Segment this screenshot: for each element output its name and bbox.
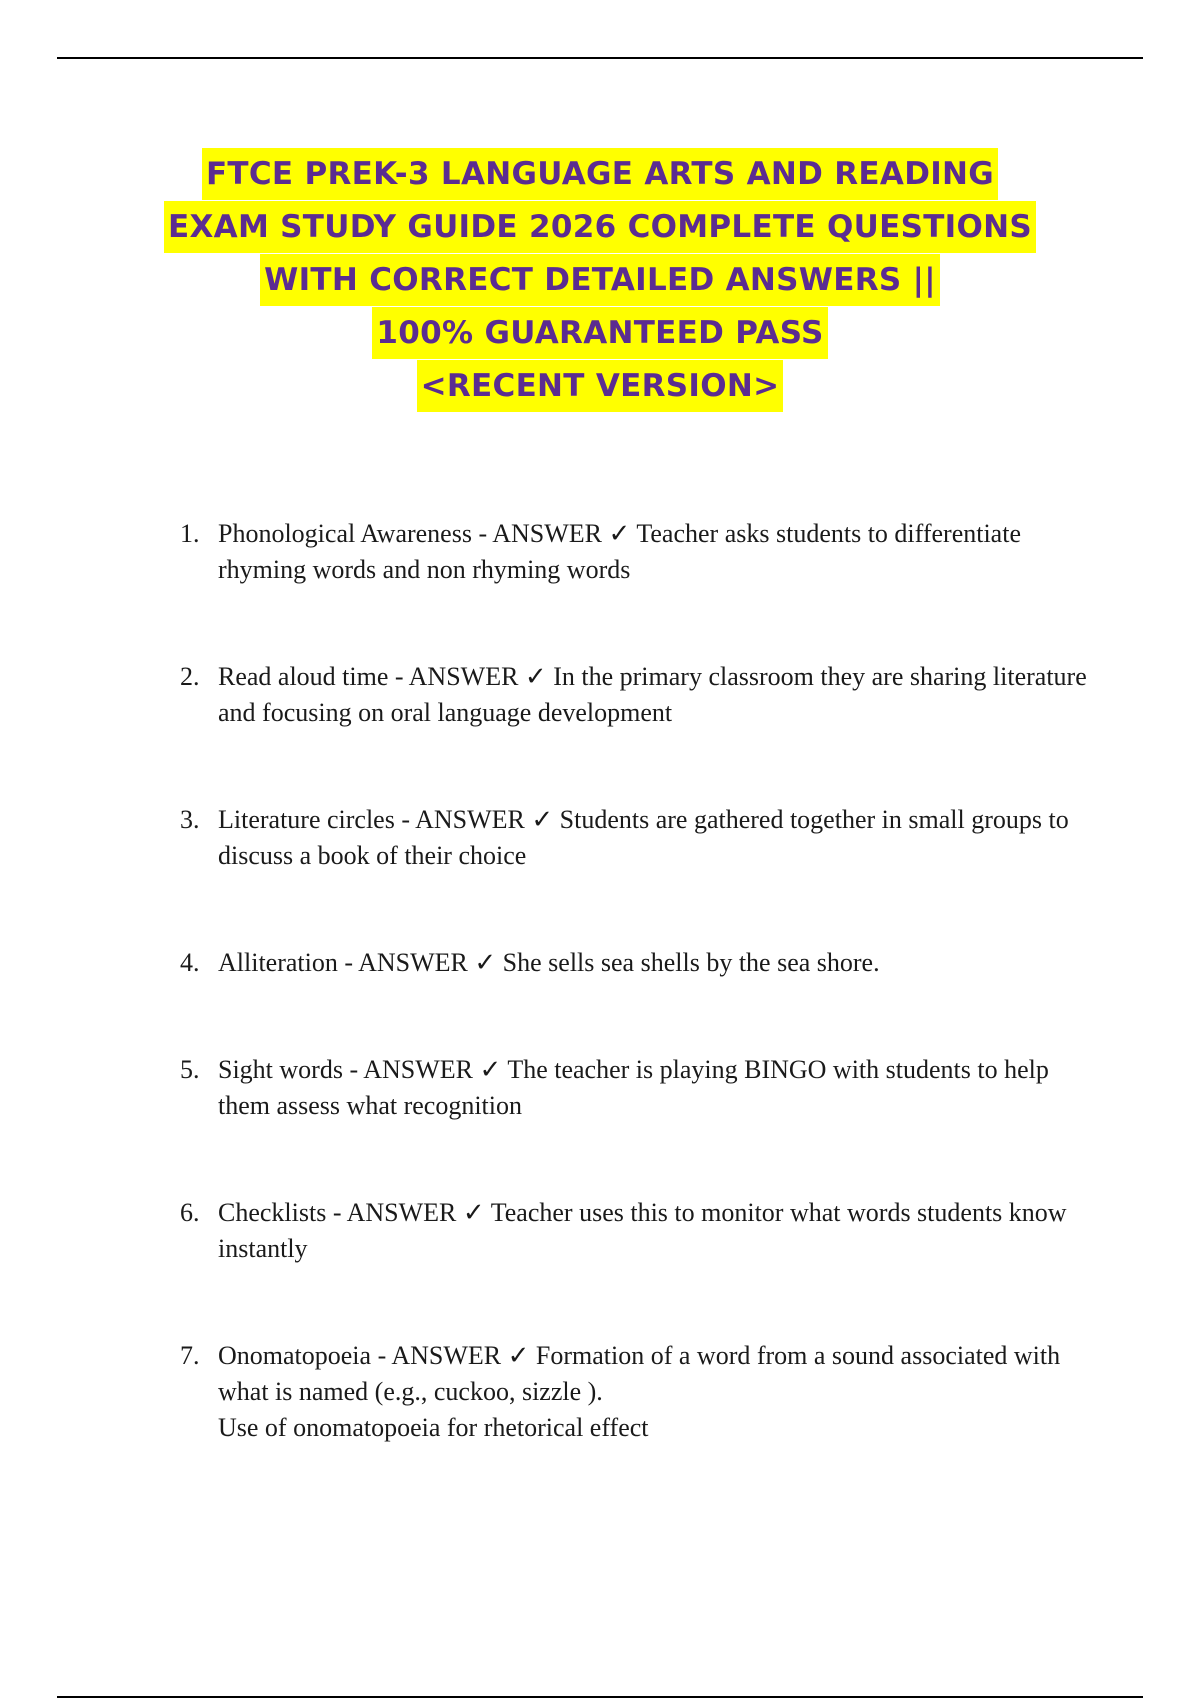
answer-marker: ANSWER [346, 1198, 457, 1227]
bottom-rule [57, 1696, 1143, 1698]
item-answer: In the primary classroom they are sharing literature and focusing on oral language development [218, 662, 1087, 727]
item-answer: She sells sea shells by the sea shore. [502, 948, 880, 977]
item-term: Phonological Awareness [218, 519, 472, 548]
answer-marker: ANSWER [408, 662, 519, 691]
item-answer: Formation of a word from a sound associated with what is named (e.g., cuckoo, sizzle ). [218, 1341, 1061, 1406]
title-line-4: 100% GUARANTEED PASS [372, 307, 827, 359]
item-number: 5. [180, 1055, 200, 1084]
item-number: 2. [180, 662, 200, 691]
item-answer: The teacher is playing BINGO with students to help them assess what recognition [218, 1055, 1049, 1120]
item-term: Literature circles [218, 805, 395, 834]
checkmark-icon: ✓ [608, 519, 631, 548]
item-number: 4. [180, 948, 200, 977]
item-term: Checklists [218, 1198, 327, 1227]
answer-marker: ANSWER [391, 1341, 502, 1370]
checkmark-icon: ✓ [462, 1198, 485, 1227]
checkmark-icon: ✓ [479, 1055, 502, 1084]
checkmark-icon: ✓ [474, 948, 497, 977]
title-line-1: FTCE PREK-3 LANGUAGE ARTS AND READING [202, 148, 998, 200]
title-line-2: EXAM STUDY GUIDE 2026 COMPLETE QUESTIONS [164, 201, 1036, 253]
item-number: 1. [180, 519, 200, 548]
item-term: Onomatopoeia [218, 1341, 372, 1370]
item-term: Read aloud time [218, 662, 389, 691]
answer-marker: ANSWER [363, 1055, 473, 1084]
checkmark-icon: ✓ [507, 1341, 530, 1370]
item-number: 6. [180, 1198, 200, 1227]
answer-marker: ANSWER [492, 519, 602, 548]
item-answer: Teacher uses this to monitor what words students know instantly [218, 1198, 1067, 1263]
item-term: Sight words [218, 1055, 343, 1084]
item-answer-extra: Use of onomatopoeia for rhetorical effect [218, 1413, 649, 1442]
item-number: 3. [180, 805, 200, 834]
item-answer: Students are gathered together in small groups to discuss a book of their choice [218, 805, 1069, 870]
top-rule [57, 57, 1143, 59]
item-term: Alliteration [218, 948, 338, 977]
checkmark-icon: ✓ [531, 805, 554, 834]
answer-marker: ANSWER [415, 805, 525, 834]
item-answer: Teacher asks students to differentiate rhyming words and non rhyming words [218, 519, 1021, 584]
checkmark-icon: ✓ [524, 662, 547, 691]
document-title [0, 148, 1200, 413]
title-line-5: <RECENT VERSION> [417, 360, 784, 412]
title-line-3: WITH CORRECT DETAILED ANSWERS || [260, 254, 940, 306]
answer-marker: ANSWER [358, 948, 468, 977]
item-number: 7. [180, 1341, 200, 1370]
